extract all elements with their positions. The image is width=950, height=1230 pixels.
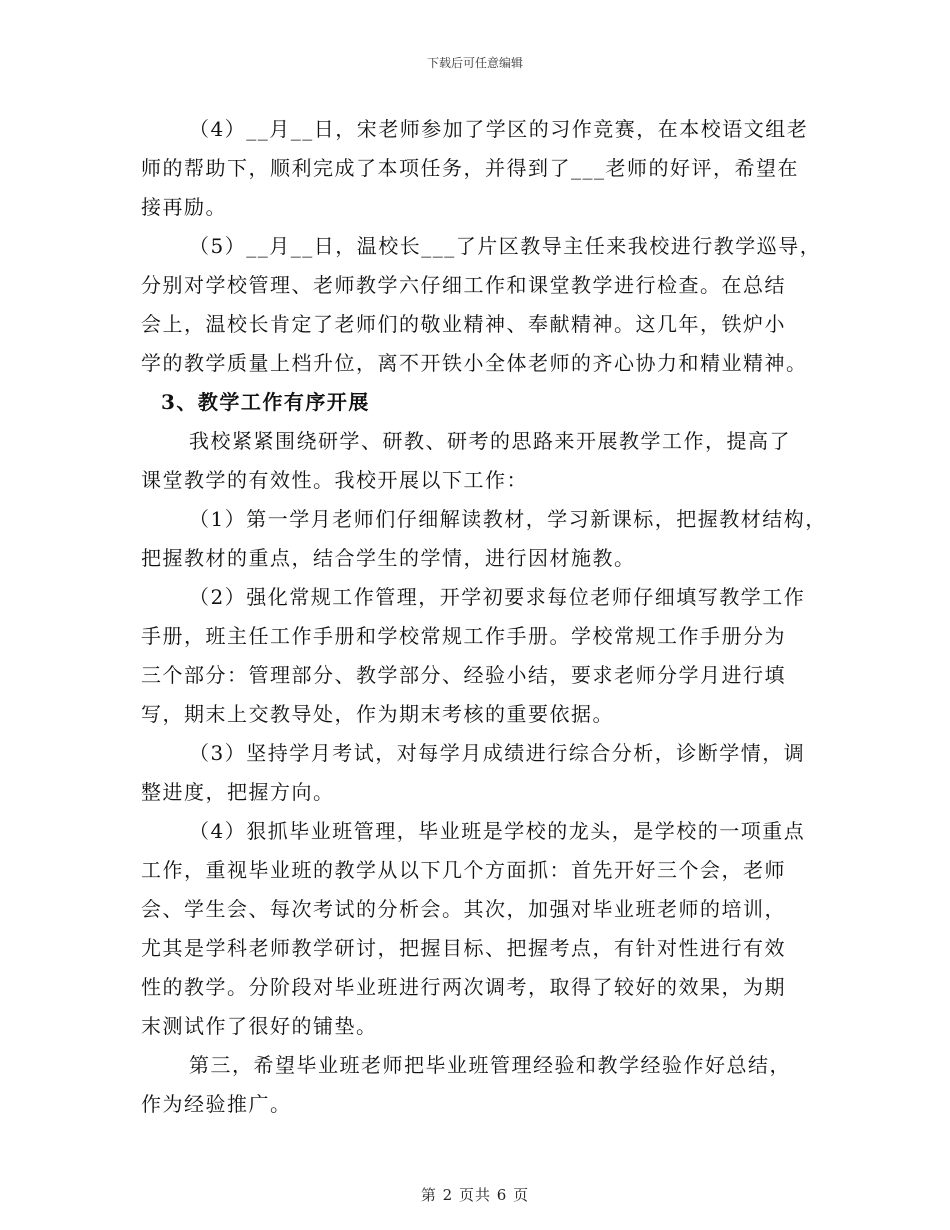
text-line: （1）第一学月老师们仔细解读教材，学习新课标，把握教材结构， <box>189 507 827 531</box>
paragraph-item-4-graduating-class <box>141 812 821 1046</box>
paragraph-item-4-competition <box>141 110 821 227</box>
paragraph-item-2 <box>141 578 821 734</box>
text-line: 工作，重视毕业班的教学从以下几个方面抓：首先开好三个会，老师 <box>141 858 786 882</box>
text-line: 会、学生会、每次考试的分析会。其次，加强对毕业班老师的培训， <box>141 897 786 921</box>
text-line: 性的教学。分阶段对毕业班进行两次调考，取得了较好的效果，为期 <box>141 975 786 999</box>
text-line: 末测试作了很好的铺垫。 <box>141 1014 378 1038</box>
paragraph-item-1 <box>141 500 827 578</box>
text-line: 把握教材的重点，结合学生的学情，进行因材施教。 <box>141 546 636 570</box>
text-line: 手册，班主任工作手册和学校常规工作手册。学校常规工作手册分为 <box>141 624 786 648</box>
section-heading <box>141 383 821 422</box>
text-line: 师的帮助下，顺利完成了本项任务，并得到了___老师的好评，希望在 <box>141 156 799 180</box>
paragraph-item-5-inspection <box>141 227 821 383</box>
text-line: 会上，温校长肯定了老师们的敬业精神、奉献精神。这几年，铁炉小 <box>141 312 786 336</box>
text-line: 接再励。 <box>141 195 227 219</box>
text-line: 学的教学质量上档升位，离不开铁小全体老师的齐心协力和精业精神。 <box>141 351 808 375</box>
paragraph-third <box>141 1046 821 1124</box>
text-line: 写，期末上交教导处，作为期末考核的重要依据。 <box>141 702 614 726</box>
text-line: 第三，希望毕业班老师把毕业班管理经验和教学经验作好总结， <box>189 1053 791 1077</box>
page-header: 下载后可任意编辑 <box>426 56 523 70</box>
document-body <box>141 110 827 1124</box>
paragraph-intro <box>141 422 821 500</box>
text-line: 我校紧紧围绕研学、研教、研考的思路来开展教学工作，提高了 <box>189 429 791 453</box>
text-line: 分别对学校管理、老师教学六仔细工作和课堂教学进行检查。在总结 <box>141 273 786 297</box>
text-line: （4）__月__日，宋老师参加了学区的习作竞赛，在本校语文组老 <box>189 117 809 141</box>
text-line: 三个部分：管理部分、教学部分、经验小结，要求老师分学月进行填 <box>141 663 786 687</box>
heading-text: 3、教学工作有序开展 <box>161 390 370 414</box>
text-line: （5）__月__日，温校长___了片区教导主任来我校进行教学巡导， <box>189 234 822 258</box>
text-line: 尤其是学科老师教学研讨，把握目标、把握考点，有针对性进行有效 <box>141 936 786 960</box>
text-line: 课堂教学的有效性。我校开展以下工作： <box>141 468 528 492</box>
text-line: 整进度，把握方向。 <box>141 780 335 804</box>
text-line: 作为经验推广。 <box>141 1092 292 1116</box>
text-line: （2）强化常规工作管理，开学初要求每位老师仔细填写教学工作 <box>189 585 806 609</box>
text-line: （3）坚持学月考试，对每学月成绩进行综合分析，诊断学情，调 <box>189 741 806 765</box>
text-line: （4）狠抓毕业班管理，毕业班是学校的龙头，是学校的一项重点 <box>189 819 806 843</box>
paragraph-item-3 <box>141 734 821 812</box>
page-footer: 第 2 页共 6 页 <box>420 1186 530 1204</box>
